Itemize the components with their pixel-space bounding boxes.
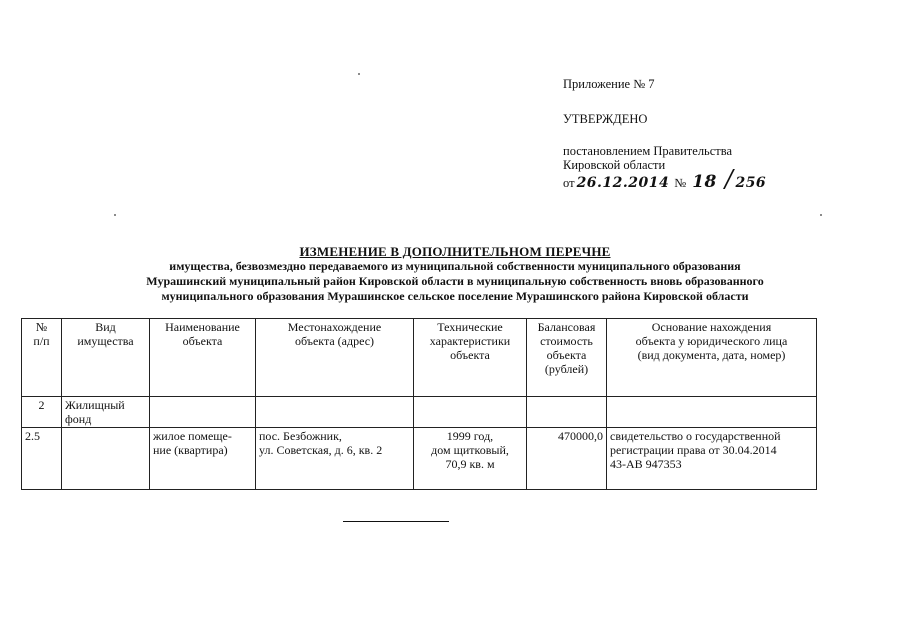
decree-line-1: постановлением Правительства xyxy=(563,144,733,158)
decree-line-2: Кировской области xyxy=(563,158,666,172)
document-title: ИЗМЕНЕНИЕ В ДОПОЛНИТЕЛЬНОМ ПЕРЕЧНЕ xyxy=(299,244,611,259)
table-cell: свидетельство о государственной регистрации права от 30.04.2014 43-АВ 947353 xyxy=(607,428,817,490)
header-cell: Местонахождение объекта (адрес) xyxy=(256,319,414,397)
table-header-row xyxy=(22,319,817,397)
number-prefix: № xyxy=(674,176,687,190)
document-subtitle xyxy=(60,259,850,304)
table-cell: 2 xyxy=(22,397,62,428)
number-handwritten: 18 xyxy=(692,172,717,192)
header-cell: Наименование объекта xyxy=(150,319,256,397)
table-cell: жилое помеще- ние (квартира) xyxy=(150,428,256,490)
header-cell: Балансовая стоимость объекта (рублей) xyxy=(527,319,607,397)
header-cell: Вид имущества xyxy=(62,319,150,397)
header-cell: Технические характеристики объекта xyxy=(414,319,527,397)
scan-speck xyxy=(358,73,360,75)
number-suffix-handwritten: 256 xyxy=(735,175,767,191)
table-cell: 2.5 xyxy=(22,428,62,490)
approved-label: УТВЕРЖДЕНО xyxy=(563,112,648,126)
header-cell: № п/п xyxy=(22,319,62,397)
subtitle-line-3: муниципального образования Мурашинское сельское поселение Мурашинского района Кировской области xyxy=(161,289,749,303)
subtitle-line-2: Мурашинский муниципальный район Кировской области в муниципальную собственность вновь образованного xyxy=(146,274,764,288)
footer-separator xyxy=(343,521,449,522)
table-cell xyxy=(256,397,414,428)
table-cell: Жилищный фонд xyxy=(62,397,150,428)
table-cell xyxy=(150,397,256,428)
table-cell xyxy=(607,397,817,428)
appendix-label: Приложение № 7 xyxy=(563,77,655,91)
header-cell: Основание нахождения объекта у юридического лица (вид документа, дата, номер) xyxy=(607,319,817,397)
table-cell: 1999 год, дом щитковый, 70,9 кв. м xyxy=(414,428,527,490)
table-cell xyxy=(414,397,527,428)
date-prefix: от xyxy=(563,176,575,190)
date-handwritten: 26.12.2014 xyxy=(576,175,670,191)
table-row xyxy=(22,428,817,490)
table-cell: пос. Безбожник, ул. Советская, д. 6, кв. 2 xyxy=(256,428,414,490)
scan-speck xyxy=(820,214,822,216)
table-cell xyxy=(527,397,607,428)
table-row xyxy=(22,397,817,428)
scan-speck xyxy=(114,214,116,216)
property-table xyxy=(21,318,817,490)
subtitle-line-1: имущества, безвозмездно передаваемого из муниципальной собственности муниципального образования xyxy=(169,259,741,273)
table-cell: 470000,0 xyxy=(527,428,607,490)
table-cell xyxy=(62,428,150,490)
slash-mark: / xyxy=(724,165,734,193)
